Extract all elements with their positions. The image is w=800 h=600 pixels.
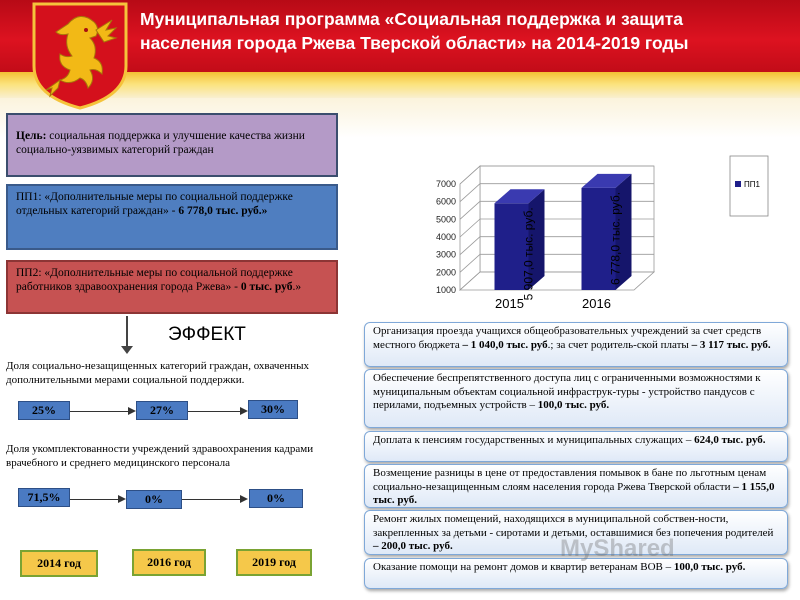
indicator-1-value-2016: 27% (136, 401, 188, 420)
arrow-right-icon (182, 499, 246, 500)
goal-text: социальная поддержка и улучшение качества жизни социально-уязвимых категорий граждан (16, 130, 305, 156)
effect-heading: ЭФФЕКТ (168, 324, 246, 345)
activity-amount: 624,0 тыс. руб. (694, 434, 766, 446)
title-line-2: населения города Ржева Тверской области» на 2014-2019 годы (140, 33, 689, 53)
activity-text: Оказание помощи на ремонт домов и квартир ветеранам ВОВ – (373, 561, 674, 573)
watermark-text: MyShared (560, 535, 675, 562)
y-tick-label: 7000 (435, 179, 456, 189)
activity-text: Возмещение разницы в цене от предоставления помывок в бане по льготным ценам социально-незащищенным слоям населения города Ржева Тверской области (373, 467, 767, 493)
indicator-2-value-2019: 0% (249, 489, 303, 508)
title-line-1: Муниципальная программа «Социальная поддержка и защита (140, 9, 684, 29)
down-arrow-icon (126, 316, 128, 350)
y-tick-label: 3000 (435, 249, 456, 260)
goal-label: Цель: (16, 130, 47, 142)
activity-item (364, 369, 788, 428)
goal-box (6, 113, 338, 177)
subprogram-1-amount: 6 778,0 тыс. руб.» (178, 205, 268, 217)
activity-item (364, 464, 788, 508)
year-label-2014: 2014 год (20, 550, 98, 577)
indicator-2-value-2016: 0% (126, 490, 182, 509)
bar-data-label: 6 778,0 тыс. руб. (608, 191, 623, 285)
y-tick-label: 6000 (435, 196, 456, 207)
activity-item (364, 431, 788, 462)
subprogram-2-amount: 0 тыс. руб (240, 281, 293, 293)
subprogram-1-box (6, 184, 338, 250)
subprogram-2-tail: .» (292, 281, 302, 293)
activity-amount: – 1 155,0 тыс. руб. (373, 480, 775, 506)
indicator-1-value-2019: 30% (248, 400, 298, 419)
activity-amount-2: – 3 117 тыс. руб. (691, 338, 771, 351)
activity-text: Ремонт жилых помещений, находящихся в муниципальной собствен-ности, закрепленных за детьми - сиротами и детьми, оставшимися без попечения родителей (373, 513, 774, 539)
legend-label: ПП1 (744, 180, 760, 189)
bar-data-label: 5 907,0 тыс. руб. (521, 207, 536, 301)
arrow-right-icon (70, 411, 134, 412)
year-label-2019: 2019 год (236, 549, 312, 576)
indicator-1-value-2014: 25% (18, 401, 70, 420)
x-tick-label: 2015 (495, 296, 524, 311)
activity-amount: 100,0 тыс. руб. (673, 561, 746, 573)
x-tick-label: 2016 (582, 296, 611, 311)
subprogram-2-text: ПП2: «Дополнительные меры по социальной поддержке работников здравоохранения города Ржева» - (16, 267, 293, 293)
coat-of-arms-icon (30, 0, 130, 110)
subprogram-2-box (6, 260, 338, 314)
y-tick-label: 4000 (435, 232, 456, 242)
year-label-2016: 2016 год (132, 549, 206, 576)
arrow-right-icon (188, 411, 246, 412)
activity-amount: – 1 040,0 тыс. руб (462, 338, 548, 351)
activity-text: Организация проезда учащихся общеобразовательных учреждений за счет средств местного бюджета (373, 325, 762, 351)
activity-text: Обеспечение беспрепятственного доступа лиц с ограниченными возможностями к муниципальным объектам социальной инфраструк-туры - устройство пандусов с перилами, подъемных устройств – (373, 372, 761, 411)
indicator-2-text: Доля укомплектованности учреждений здравоохранения кадрами врачебного и среднего медицинского персонала (6, 443, 314, 469)
subprogram-1-text: ПП1: «Дополнительные меры по социальной поддержке отдельных категорий граждан» - (16, 191, 293, 217)
activity-amount: – 200,0 тыс. руб. (373, 540, 453, 552)
indicator-1-text: Доля социально-незащищенных категорий граждан, охваченных дополнительными мерами социальной поддержки. (6, 360, 309, 386)
y-tick-label: 2000 (435, 267, 456, 278)
page-title (140, 7, 790, 55)
y-tick-label: 5000 (435, 214, 456, 225)
bar-chart (418, 116, 796, 322)
activity-item (364, 322, 788, 367)
activity-text: Доплата к пенсиям государственных и муниципальных служащих – (373, 434, 695, 446)
activity-text-2: .; за счет родитель-ской платы (547, 338, 692, 351)
indicator-2-value-2014: 71,5% (18, 488, 70, 507)
arrow-right-icon (70, 499, 124, 500)
activity-amount: 100,0 тыс. руб. (537, 399, 610, 411)
legend-swatch (735, 181, 741, 187)
y-tick-label: 1000 (435, 285, 456, 295)
